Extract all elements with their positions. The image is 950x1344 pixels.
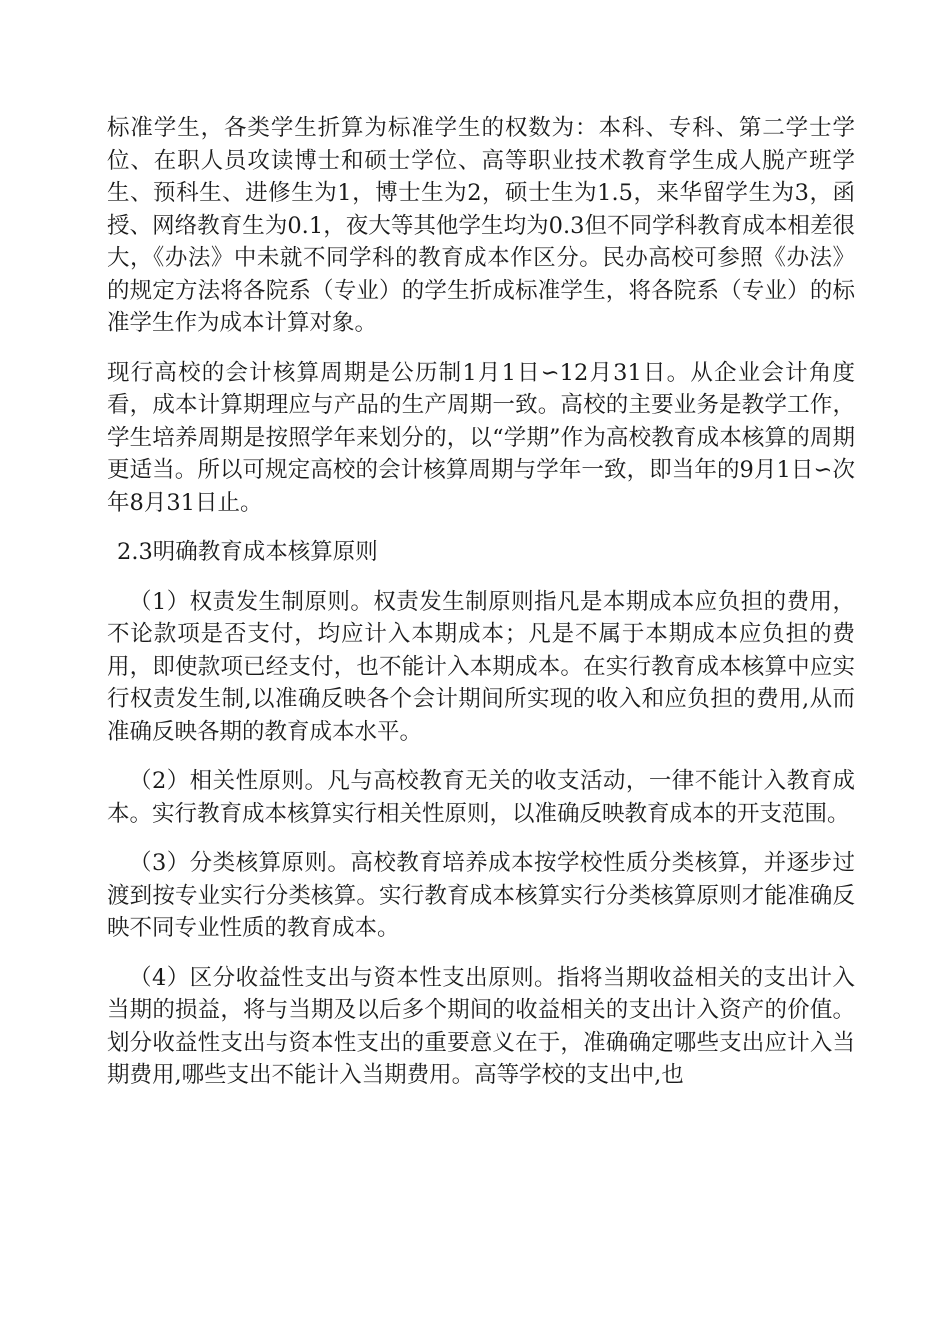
principle-relevance: （2）相关性原则。凡与高校教育无关的收支活动，一律不能计入教育成本。实行教育成本核算实行相关性原则，以准确反映教育成本的开支范围。 — [107, 768, 855, 827]
paragraph-accounting-period: 现行高校的会计核算周期是公历制1月1日∽12月31日。从企业会计角度看，成本计算期理应与产品的生产周期一致。高校的主要业务是教学工作，学生培养周期是按照学年来划分的，以“学期”作为高校教育成本核算的周期更适当。所以可规定高校的会计核算周期与学年一致，即当年的9月1日∽次年8月31日止。 — [107, 359, 855, 516]
principle-revenue-capital: （4）区分收益性支出与资本性支出原则。指将当期收益相关的支出计入当期的损益，将与当期及以后多个期间的收益相关的支出计入资产的价值。划分收益性支出与资本性支出的重要意义在于，准确确定哪些支出应计入当期费用,哪些支出不能计入当期费用。高等学校的支出中,也 — [107, 964, 855, 1088]
section-heading: 2.3明确教育成本核算原则 — [117, 539, 378, 565]
principle-accrual: （1）权责发生制原则。权责发生制原则指凡是本期成本应负担的费用，不论款项是否支付，均应计入本期成本；凡是不属于本期成本应负担的费用，即使款项已经支付，也不能计入本期成本。在实行教育成本核算中应实行权责发生制,以准确反映各个会计期间所实现的收入和应负担的费用,从而准确反映各期的教育成本水平。 — [107, 588, 855, 745]
paragraph-standard-students: 标准学生，各类学生折算为标准学生的权数为：本科、专科、第二学士学位、在职人员攻读博士和硕士学位、高等职业技术教育学生成人脱产班学生、预科生、进修生为1，博士生为2，硕士生为1.5，来华留学生为3，函授、网络教育生为0.1，夜大等其他学生均为0.3但不同学科教育成本相差很大，《办法》中未就不同学科的教育成本作区分。民办高校可参照《办法》的规定方法将各院系（专业）的学生折成标准学生，将各院系（专业）的标准学生作为成本计算对象。 — [107, 115, 855, 336]
document-body — [107, 112, 855, 1109]
principle-classification: （3）分类核算原则。高校教育培养成本按学校性质分类核算，并逐步过渡到按专业实行分类核算。实行教育成本核算实行分类核算原则才能准确反映不同专业性质的教育成本。 — [107, 850, 855, 941]
